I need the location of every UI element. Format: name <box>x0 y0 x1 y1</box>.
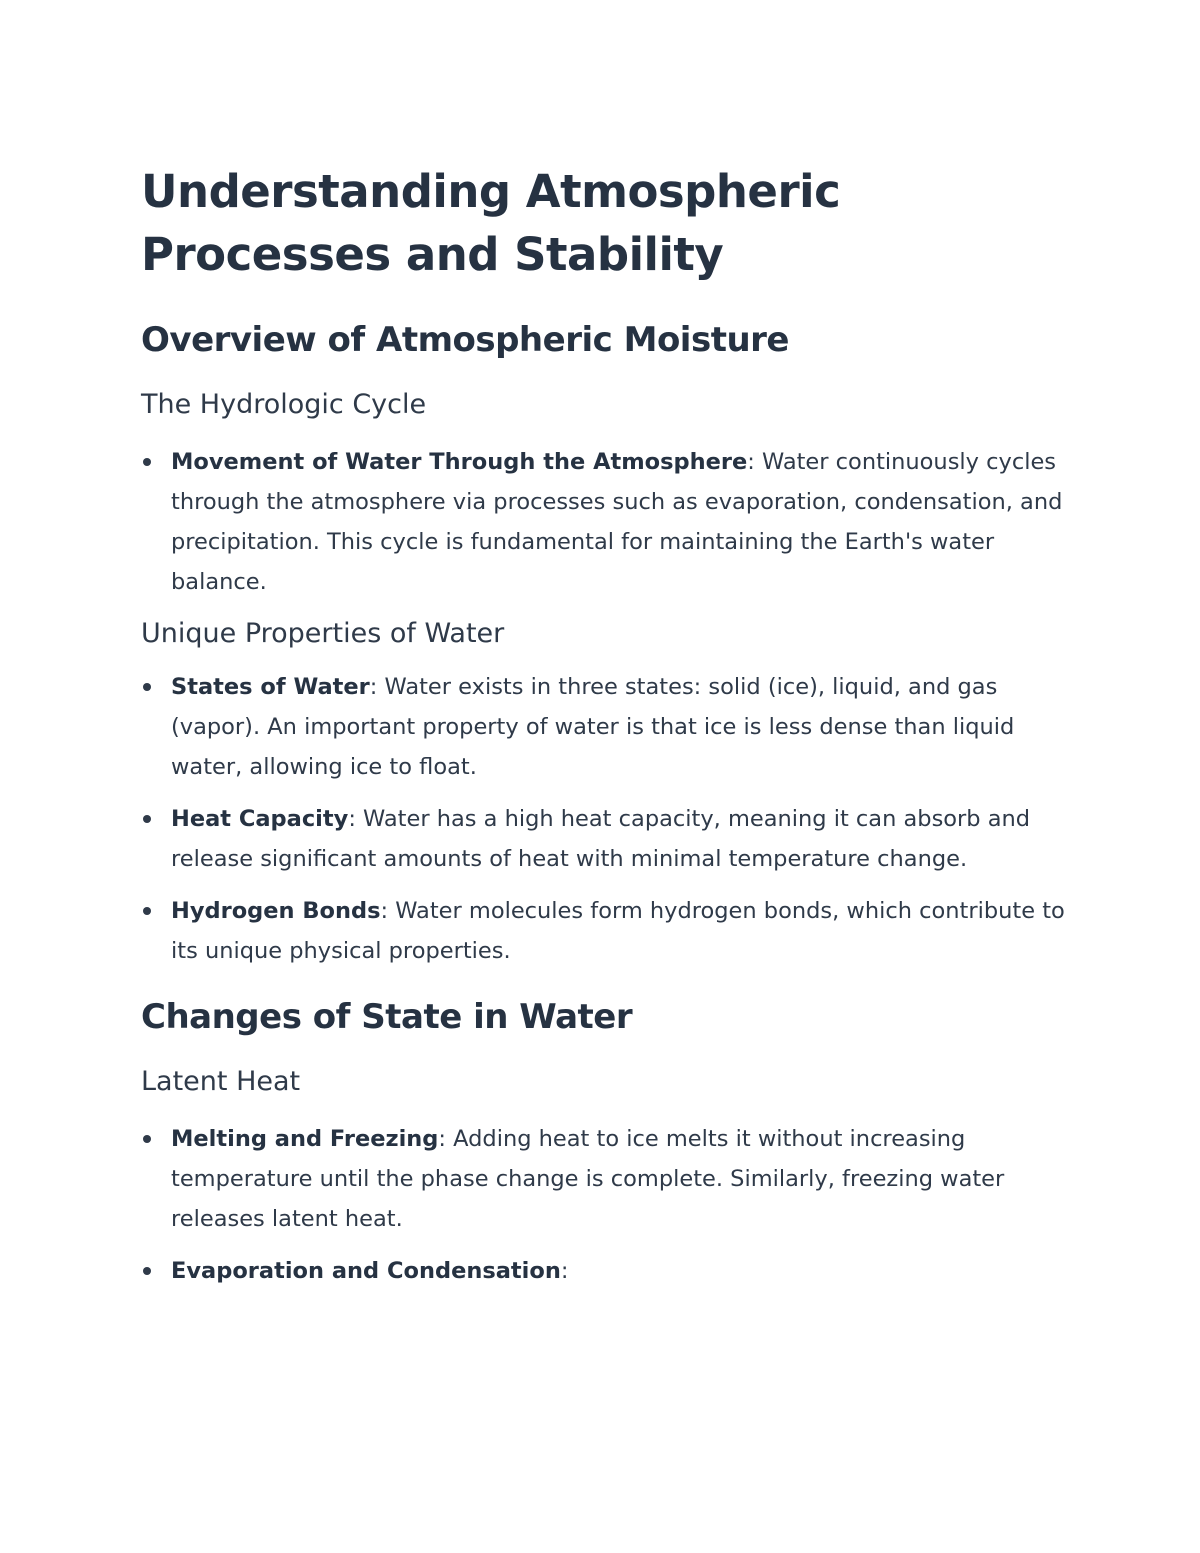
list-item-term: Movement of Water Through the Atmosphere <box>171 449 748 475</box>
bullet-icon <box>143 683 151 691</box>
list-item <box>141 1251 1071 1291</box>
bullet-list-hydrologic-cycle <box>141 442 1071 602</box>
list-item-text: : Water continuously cycles through the atmosphere via processes such as evaporation, condensation, and precipitation. This cycle is fundamental for maintaining the Earth's water balance. <box>171 449 1063 595</box>
list-item-term: Evaporation and Condensation <box>171 1258 561 1284</box>
bullet-list-unique-properties <box>141 667 1071 971</box>
list-item-text: : Water has a high heat capacity, meaning it can absorb and release significant amounts of heat with minimal temperature change. <box>171 806 1031 872</box>
list-item-term: States of Water <box>171 674 370 700</box>
document-page <box>141 160 1071 1291</box>
bullet-icon <box>143 458 151 466</box>
section-heading-atmospheric-moisture: Overview of Atmospheric Moisture <box>141 320 789 360</box>
bullet-icon <box>143 815 151 823</box>
bullet-icon <box>143 907 151 915</box>
list-item-term: Heat Capacity <box>171 806 349 832</box>
list-item-text: : Water molecules form hydrogen bonds, which contribute to its unique physical properties. <box>171 898 1065 964</box>
list-item-text: : <box>560 1258 569 1284</box>
subsection-heading-unique-properties: Unique Properties of Water <box>141 618 505 649</box>
list-item-text: : Water exists in three states: solid (ice), liquid, and gas (vapor). An important property of water is that ice is less dense than liquid water, allowing ice to float. <box>171 674 1015 780</box>
list-item-term: Hydrogen Bonds <box>171 898 381 924</box>
subsection-heading-latent-heat: Latent Heat <box>141 1066 301 1097</box>
document-title: Understanding Atmospheric Processes and Stability <box>141 165 841 281</box>
list-item-term: Melting and Freezing <box>171 1126 439 1152</box>
list-item <box>141 799 1071 879</box>
bullet-icon <box>143 1135 151 1143</box>
subsection-heading-hydrologic-cycle: The Hydrologic Cycle <box>141 389 427 420</box>
section-heading-changes-of-state: Changes of State in Water <box>141 997 633 1037</box>
list-item-text: : Adding heat to ice melts it without increasing temperature until the phase change is complete. Similarly, freezing water releases latent heat. <box>171 1126 1005 1232</box>
bullet-icon <box>143 1267 151 1275</box>
list-item <box>141 667 1071 787</box>
list-item <box>141 442 1071 602</box>
bullet-list-latent-heat <box>141 1119 1071 1291</box>
list-item <box>141 891 1071 971</box>
list-item <box>141 1119 1071 1239</box>
